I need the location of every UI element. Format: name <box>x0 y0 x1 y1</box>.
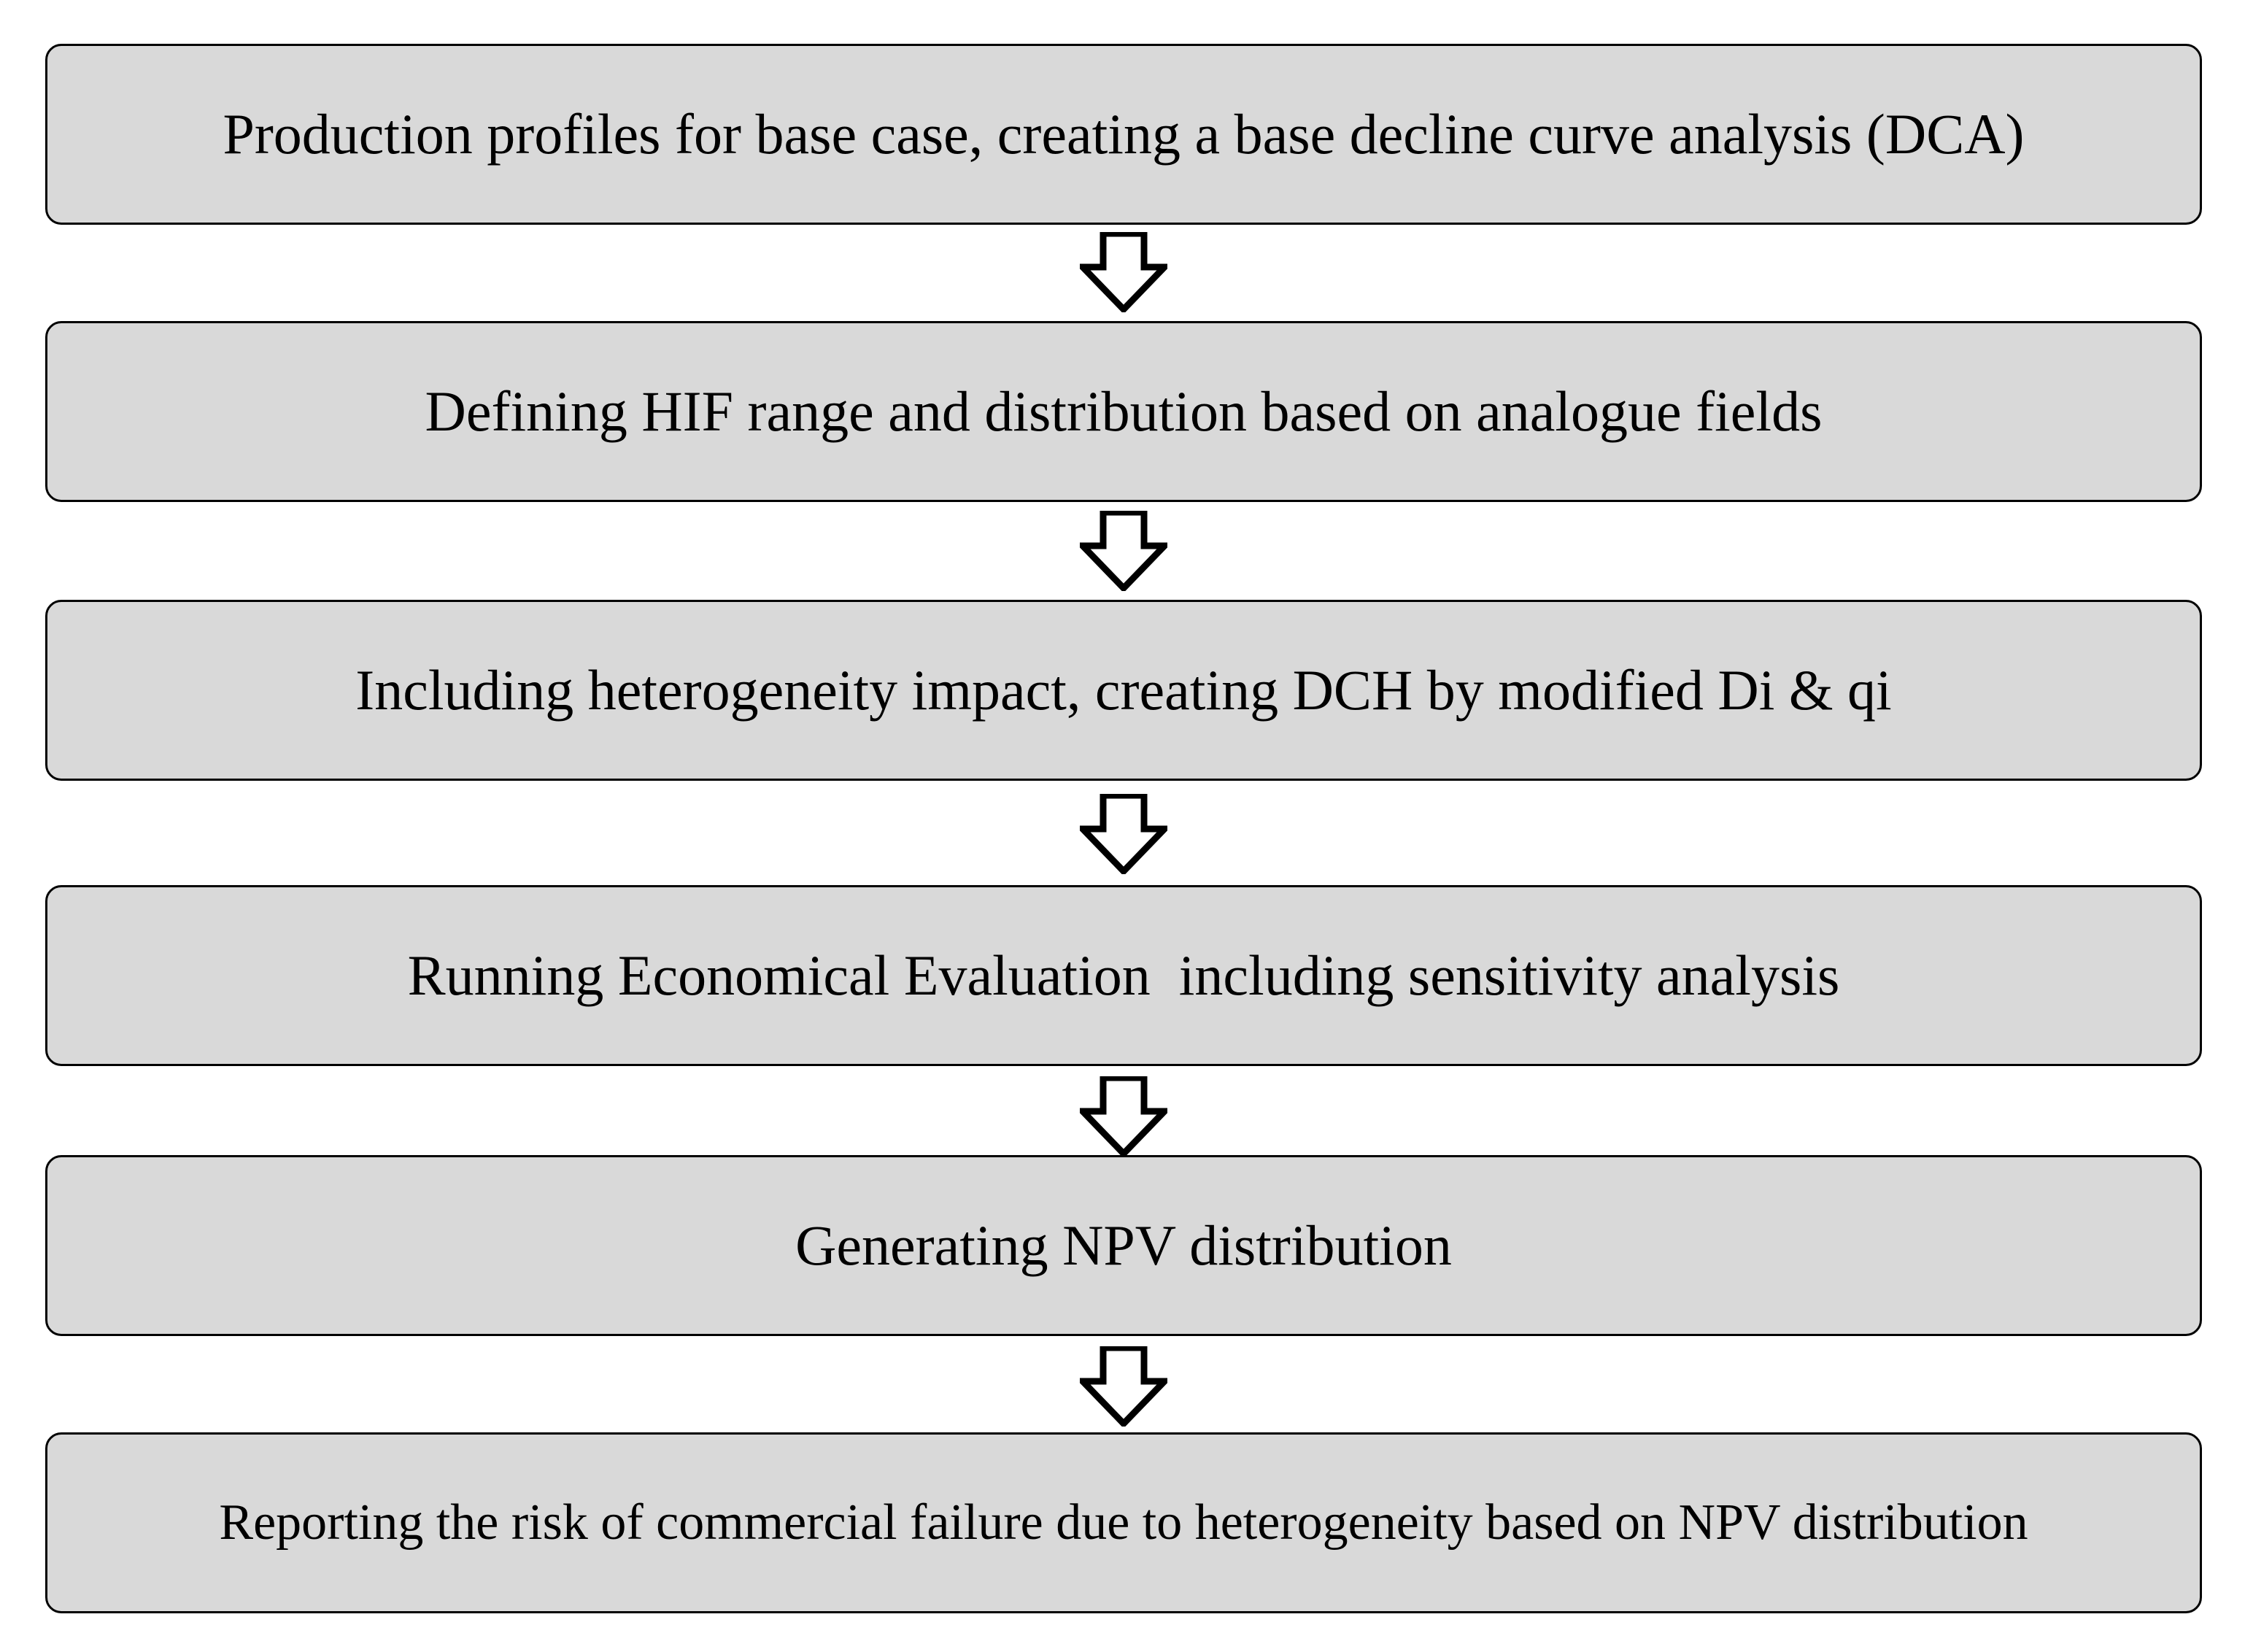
down-arrow-icon <box>1080 1346 1167 1427</box>
step-box-1 <box>45 44 2202 225</box>
step-box-2 <box>45 321 2202 502</box>
down-arrow-icon <box>1080 511 1167 591</box>
step-label-5: Generating NPV distribution <box>795 1213 1452 1277</box>
step-box-6 <box>45 1432 2202 1613</box>
step-box-3 <box>45 600 2202 781</box>
down-arrow-icon <box>1080 794 1167 874</box>
step-label-4: Running Economical Evaluation including sensitivity analysis <box>407 943 1840 1007</box>
step-label-6: Reporting the risk of commercial failure due to heterogeneity based on NPV distribution <box>219 1494 2028 1551</box>
step-box-4 <box>45 885 2202 1066</box>
down-arrow-icon <box>1080 232 1167 312</box>
step-box-5 <box>45 1155 2202 1336</box>
step-label-2: Defining HIF range and distribution based on analogue fields <box>425 379 1823 443</box>
step-label-1: Production profiles for base case, creating a base decline curve analysis (DCA) <box>223 102 2025 166</box>
step-label-3: Including heterogeneity impact, creating DCH by modified Di & qi <box>355 658 1892 722</box>
down-arrow-icon <box>1080 1076 1167 1157</box>
